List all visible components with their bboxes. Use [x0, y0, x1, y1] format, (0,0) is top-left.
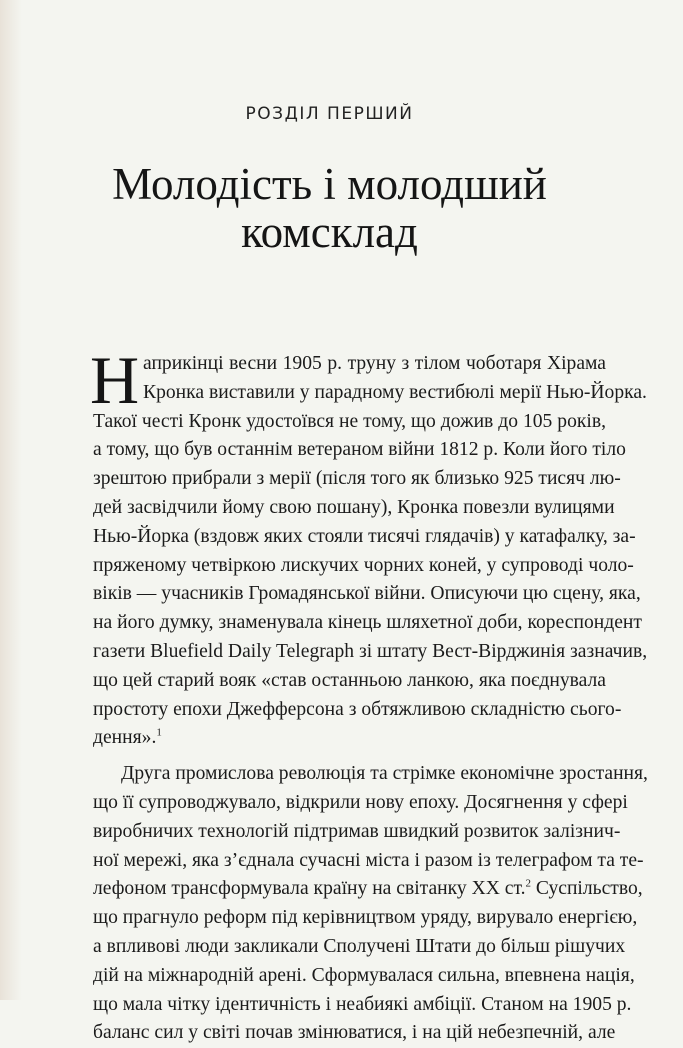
chapter-title-line: комсклад — [241, 207, 418, 257]
drop-cap: Н — [90, 342, 140, 418]
chapter-title-line: Молодість і молодший — [112, 159, 547, 209]
text-line: простоту епохи Джефферсона з обтяжливою складністю сього- — [93, 698, 622, 720]
text-line: на його думку, знаменувала кінець шляхетної доби, кореспондент — [93, 612, 642, 634]
page-edge-shadow — [0, 0, 22, 1000]
text-line — [93, 875, 643, 904]
text-line: що цей старий вояк «став останньою ланкою, яка поєднувала — [93, 669, 606, 691]
text-line: Нью-Йорка (вздовж яких стояли тисячі глядачів) у катафалку, за- — [93, 525, 636, 547]
text-line: газети Bluefield Daily Telegraph зі штату Вест-Вірджинія зазначив, — [93, 640, 648, 662]
text-line-start: лефоном трансформувала країну на світанку XX ст. — [93, 878, 526, 900]
text-line: Кронка виставили у парадному вестибюлі мерії Нью-Йорка. — [143, 381, 647, 403]
text-line: дій на міжнародній арені. Сформувалася сильна, впевнена нація, — [93, 964, 635, 986]
text-line: а тому, що був останнім ветераном війни 1812 р. Коли його тіло — [93, 439, 626, 461]
text-line: що мала чітку ідентичність і неабиякі амбіції. Станом на 1905 р. — [93, 993, 632, 1015]
footnote-ref[interactable]: 1 — [156, 726, 162, 739]
text-line: Такої честі Кронк удостоївся не тому, що дожив до 105 років, — [93, 410, 606, 432]
footnote-ref[interactable]: 2 — [525, 877, 531, 890]
text-line: віків — учасників Громадянської війни. Описуючи цю сцену, яка, — [93, 583, 641, 605]
text-line: виробничих технологій підтримав швидкий розвиток залізнич- — [93, 820, 621, 842]
text-line: що прагнуло реформ під керівництвом уряду, вирувало енергією, — [93, 907, 638, 929]
text-line: а впливові люди закликали Сполучені Штати до більш рішучих — [93, 935, 626, 957]
text-line: зрештою прибрали з мерії (після того як близько 925 тисяч лю- — [93, 468, 621, 490]
text-line-end: дення». — [93, 727, 157, 749]
text-line-tail: Суспільство, — [530, 878, 643, 900]
paragraph-2 — [93, 760, 648, 1048]
text-line: дей засвідчили йому свою пошану), Кронка повезли вулицями — [93, 496, 615, 518]
text-line: априкінці весни 1905 р. труну з тілом чоботаря Хірама — [143, 353, 606, 374]
text-line: баланс сил у світі почав змінюватися, і на цій небезпечній, але — [93, 1022, 616, 1044]
chapter-title — [0, 160, 671, 256]
chapter-label: РОЗДІЛ ПЕРШИЙ — [245, 104, 414, 124]
text-line — [93, 724, 606, 753]
text-line: пряженому четвіркою лискучих чорних коней, у супроводі чоло- — [93, 554, 634, 576]
text-line: що її супроводжувало, відкрили нову епоху. Досягнення у сфері — [93, 791, 628, 813]
text-line: ної мережі, яка з’єднала сучасні міста і разом із телеграфом та те- — [93, 849, 644, 871]
paragraph-1 — [90, 342, 648, 753]
body-text — [90, 342, 648, 1048]
text-line: Друга промислова революція та стрімке економічне зростання, — [121, 763, 648, 785]
